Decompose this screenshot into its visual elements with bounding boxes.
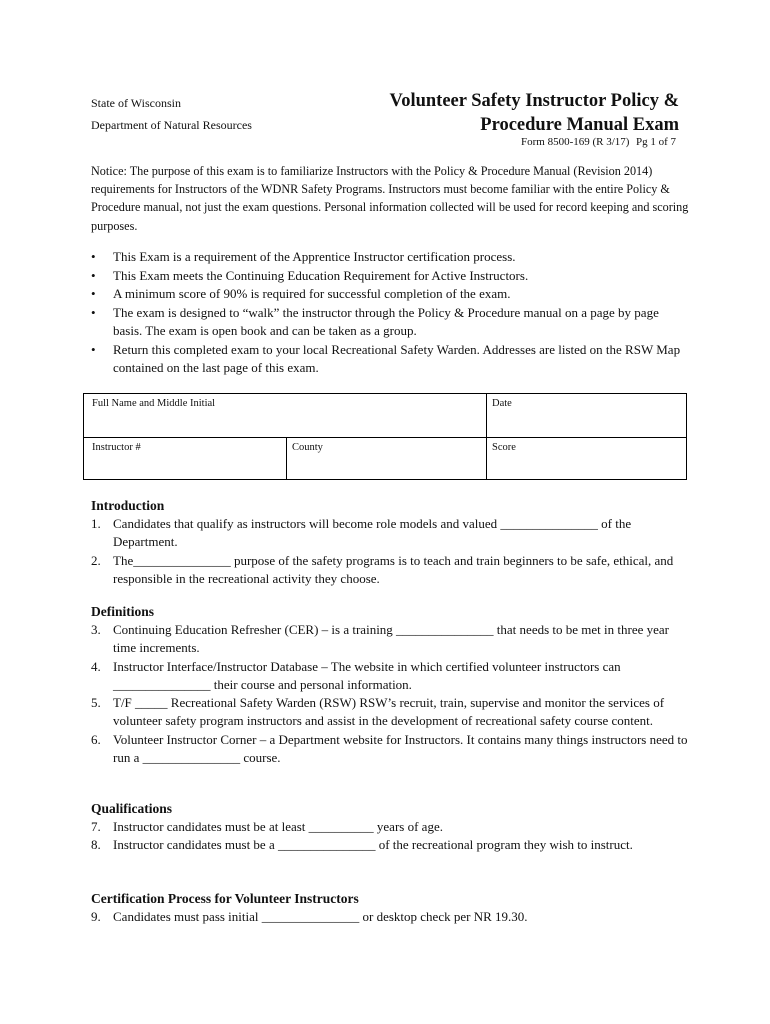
question-number: 9. xyxy=(91,909,101,924)
question-item xyxy=(91,515,691,552)
date-label: Date xyxy=(492,398,512,409)
question-item xyxy=(91,818,691,836)
instruction-item xyxy=(91,304,691,341)
document-title xyxy=(359,89,679,137)
question-item xyxy=(91,694,691,731)
score-field[interactable] xyxy=(492,442,682,476)
question-list xyxy=(91,818,691,855)
instruction-item xyxy=(91,248,691,267)
bullet-icon: • xyxy=(91,267,96,283)
question-text: The_______________ purpose of the safety programs is to teach and train beginners to be safe, ethical, and responsible in the recreational activity they choose. xyxy=(113,552,674,586)
section-certification xyxy=(91,890,691,926)
section-definitions xyxy=(91,603,691,767)
title-line-2: Procedure Manual Exam xyxy=(480,115,679,135)
question-number: 6. xyxy=(91,731,101,747)
notice-paragraph: Notice: The purpose of this exam is to familiarize Instructors with the Policy & Procedure Manual (Revision 2014) requirements for Instructors of the WDNR Safety Programs. Instructors must become familiar with the entire Policy & Procedure manual, not just the exam questions. Personal information collected will be used for record keeping and scoring purposes. xyxy=(91,164,689,233)
full-name-field[interactable] xyxy=(92,398,482,434)
question-item xyxy=(91,908,691,926)
section-introduction xyxy=(91,497,691,588)
agency-department: Department of Natural Resources xyxy=(91,118,252,132)
bullet-icon: • xyxy=(91,249,96,264)
question-text: Candidates must pass initial _______________ or desktop check per NR 19.30. xyxy=(113,909,528,924)
question-text: Instructor Interface/Instructor Database – The website in which certified volunteer instructors can _______________ their course and personal information. xyxy=(113,658,621,692)
question-number: 5. xyxy=(91,695,101,711)
section-heading: Introduction xyxy=(91,498,165,513)
question-list xyxy=(91,515,691,588)
table-divider xyxy=(486,394,487,479)
bullet-icon: • xyxy=(91,341,96,357)
question-text: Instructor candidates must be a _______________ of the recreational program they wish to instruct. xyxy=(113,837,633,853)
bullet-icon: • xyxy=(91,304,96,320)
full-name-label: Full Name and Middle Initial xyxy=(92,398,216,409)
title-line-1: Volunteer Safety Instructor Policy & xyxy=(389,91,679,111)
question-number: 2. xyxy=(91,552,101,568)
instruction-text: The exam is designed to “walk” the instructor through the Policy & Procedure manual on a page by page basis. The exam is open book and can be taken as a group. xyxy=(113,304,659,338)
table-divider xyxy=(286,437,287,479)
instruction-text: This Exam is a requirement of the Apprentice Instructor certification process. xyxy=(113,249,516,264)
question-item xyxy=(91,658,691,695)
bullet-icon: • xyxy=(91,286,96,301)
score-label: Score xyxy=(492,442,516,453)
instruction-item xyxy=(91,285,691,304)
instructor-number-field[interactable] xyxy=(92,442,282,476)
instruction-item xyxy=(91,341,691,378)
page-number: Pg 1 of 7 xyxy=(636,136,677,148)
section-heading: Definitions xyxy=(91,604,155,619)
question-list xyxy=(91,621,691,767)
question-number: 4. xyxy=(91,658,101,674)
section-heading: Certification Process for Volunteer Instructors xyxy=(91,891,359,906)
question-number: 8. xyxy=(91,837,101,853)
question-number: 3. xyxy=(91,622,101,637)
instruction-text: Return this completed exam to your local Recreational Safety Warden. Addresses are listed on the RSW Map contained on the last page of this exam. xyxy=(113,341,681,375)
section-heading: Qualifications xyxy=(91,801,173,816)
instructor-number-label: Instructor # xyxy=(92,442,141,453)
county-label: County xyxy=(292,442,323,453)
question-item xyxy=(91,621,691,658)
question-item xyxy=(91,731,691,768)
form-number: Form 8500-169 (R 3/17) xyxy=(521,136,630,148)
instruction-text: A minimum score of 90% is required for successful completion of the exam. xyxy=(113,286,511,301)
candidate-info-table xyxy=(83,393,687,480)
date-field[interactable] xyxy=(492,398,682,434)
question-text: Candidates that qualify as instructors will become role models and valued _______________ of the Department. xyxy=(113,516,632,550)
instruction-text: This Exam meets the Continuing Education Requirement for Active Instructors. xyxy=(113,267,529,283)
instruction-item xyxy=(91,267,691,286)
question-text: Continuing Education Refresher (CER) – is a training _______________ that needs to be met in three year time increments. xyxy=(113,622,669,656)
question-text: Instructor candidates must be at least __________ years of age. xyxy=(113,819,443,834)
agency-state: State of Wisconsin xyxy=(91,96,181,110)
question-list xyxy=(91,908,691,926)
section-qualifications xyxy=(91,800,691,855)
question-text: Volunteer Instructor Corner – a Department website for Instructors. It contains many things instructors need to run a _______________ course. xyxy=(113,731,688,766)
question-item xyxy=(91,836,691,854)
question-item xyxy=(91,552,691,589)
question-number: 7. xyxy=(91,819,101,834)
question-number: 1. xyxy=(91,516,101,531)
question-text: T/F _____ Recreational Safety Warden (RSW) RSW’s recruit, train, supervise and monitor the services of volunteer safety program instructors and assist in the development of recreational safety course content. xyxy=(113,695,665,729)
county-field[interactable] xyxy=(292,442,482,476)
instructions-list xyxy=(91,248,691,378)
table-divider xyxy=(84,437,686,438)
